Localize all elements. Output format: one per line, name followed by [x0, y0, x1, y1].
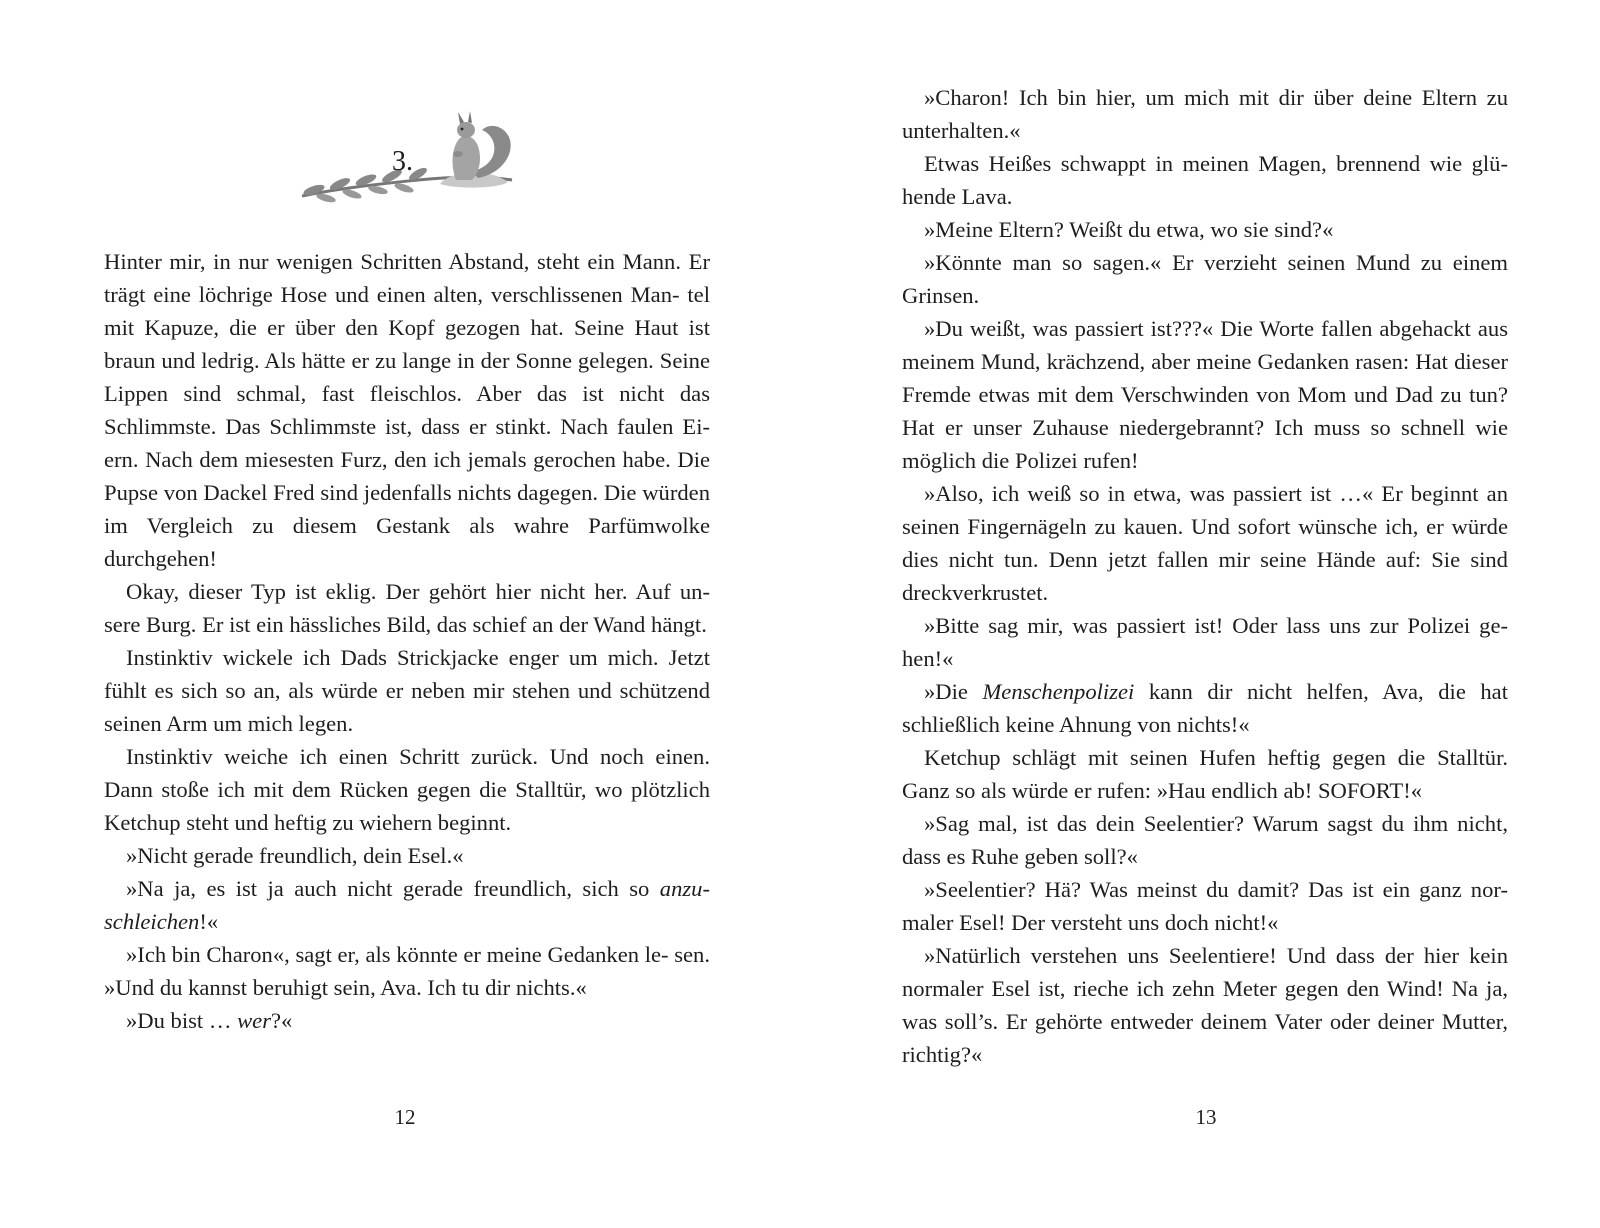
squirrel-on-branch-icon: [300, 100, 530, 210]
paragraph: »Könnte man so sagen.« Er verzieht seinen Mund zu einem Grinsen.: [902, 250, 1508, 308]
paragraph: »Natürlich verstehen uns Seelentiere! Und dass der hier kein normaler Esel ist, rieche ich zehn Meter gegen den Wind! Na ja, was soll’s. Er gehörte entweder deinem Vater oder deiner Mutter, richtig?«: [902, 943, 1508, 1067]
chapter-number: 3.: [392, 146, 413, 177]
paragraph: Etwas Heißes schwappt in meinen Magen, brennend wie glü- hende Lava.: [902, 151, 1508, 209]
page-number: 13: [1195, 1105, 1217, 1129]
paragraph: »Na ja, es ist ja auch nicht gerade freundlich, sich so anzu- schleichen!«: [104, 876, 710, 934]
page-number: 12: [394, 1105, 416, 1129]
paragraph: »Bitte sag mir, was passiert ist! Oder lass uns zur Polizei ge- hen!«: [902, 613, 1508, 671]
right-page: [800, 0, 1600, 1228]
paragraph: Hinter mir, in nur wenigen Schritten Abstand, steht ein Mann. Er trägt eine löchrige Hose und einen alten, verschlissenen Man- tel mit Kapuze, die er über den Kopf gezogen hat. Seine Haut ist braun und ledrig. Als hätte er zu lange in der Sonne gelegen. Seine Lippen sind schmal, fast fleischlos. Aber das ist nicht das Schlimmste. Das Schlimmste ist, dass er stinkt. Nach faulen Ei- ern. Nach dem miesesten Furz, den ich jemals gerochen habe. Die Pupse von Dackel Fred sind jedenfalls nichts dagegen. Die würden im Vergleich zu diesem Gestank als wahre Parfümwolke durchgehen!: [104, 249, 710, 571]
paragraph: »Charon! Ich bin hier, um mich mit dir über deine Eltern zu unterhalten.«: [902, 85, 1508, 143]
paragraph: »Die Menschenpolizei kann dir nicht helfen, Ava, die hat schließlich keine Ahnung von nichts!«: [902, 679, 1508, 737]
chapter-heading: [300, 100, 530, 210]
paragraph: »Seelentier? Hä? Was meinst du damit? Das ist ein ganz nor- maler Esel! Der versteht uns doch nicht!«: [902, 877, 1508, 935]
left-text-column: [104, 245, 710, 1037]
paragraph: Okay, dieser Typ ist eklig. Der gehört hier nicht her. Auf un- sere Burg. Er ist ein hässliches Bild, das schief an der Wand hängt.: [104, 579, 710, 637]
paragraph: »Du weißt, was passiert ist???« Die Worte fallen abgehackt aus meinem Mund, krächzend, aber meine Gedanken rasen: Hat dieser Fremde etwas mit dem Verschwinden von Mom und Dad zu tun? Hat er unser Zuhause niedergebrannt? Ich muss so schnell wie möglich die Polizei rufen!: [902, 316, 1509, 473]
paragraph: Instinktiv wickele ich Dads Strickjacke enger um mich. Jetzt fühlt es sich so an, als würde er neben mir stehen und schützend seinen Arm um mich legen.: [104, 645, 710, 736]
paragraph: »Du bist … wer?«: [126, 1008, 293, 1033]
right-text-column: [902, 81, 1508, 1071]
paragraph: »Also, ich weiß so in etwa, was passiert ist …« Er beginnt an seinen Fingernägeln zu kauen. Und sofort wünsche ich, er würde dies nicht tun. Denn jetzt fallen mir seine Hände auf: Sie sind dreckverkrustet.: [902, 481, 1508, 605]
paragraph: »Ich bin Charon«, sagt er, als könnte er meine Gedanken le- sen. »Und du kannst beruhigt sein, Ava. Ich tu dir nichts.«: [104, 942, 710, 1000]
paragraph: »Nicht gerade freundlich, dein Esel.«: [126, 843, 464, 868]
paragraph: »Sag mal, ist das dein Seelentier? Warum sagst du ihm nicht, dass es Ruhe geben soll?«: [902, 811, 1508, 869]
paragraph: Ketchup schlägt mit seinen Hufen heftig gegen die Stalltür. Ganz so als würde er rufen: »Hau endlich ab! SOFORT!«: [902, 745, 1508, 803]
paragraph: Instinktiv weiche ich einen Schritt zurück. Und noch einen. Dann stoße ich mit dem Rücken gegen die Stalltür, wo plötzlich Ketchup steht und heftig zu wiehern beginnt.: [104, 744, 710, 835]
paragraph: »Meine Eltern? Weißt du etwa, wo sie sind?«: [924, 217, 1334, 242]
